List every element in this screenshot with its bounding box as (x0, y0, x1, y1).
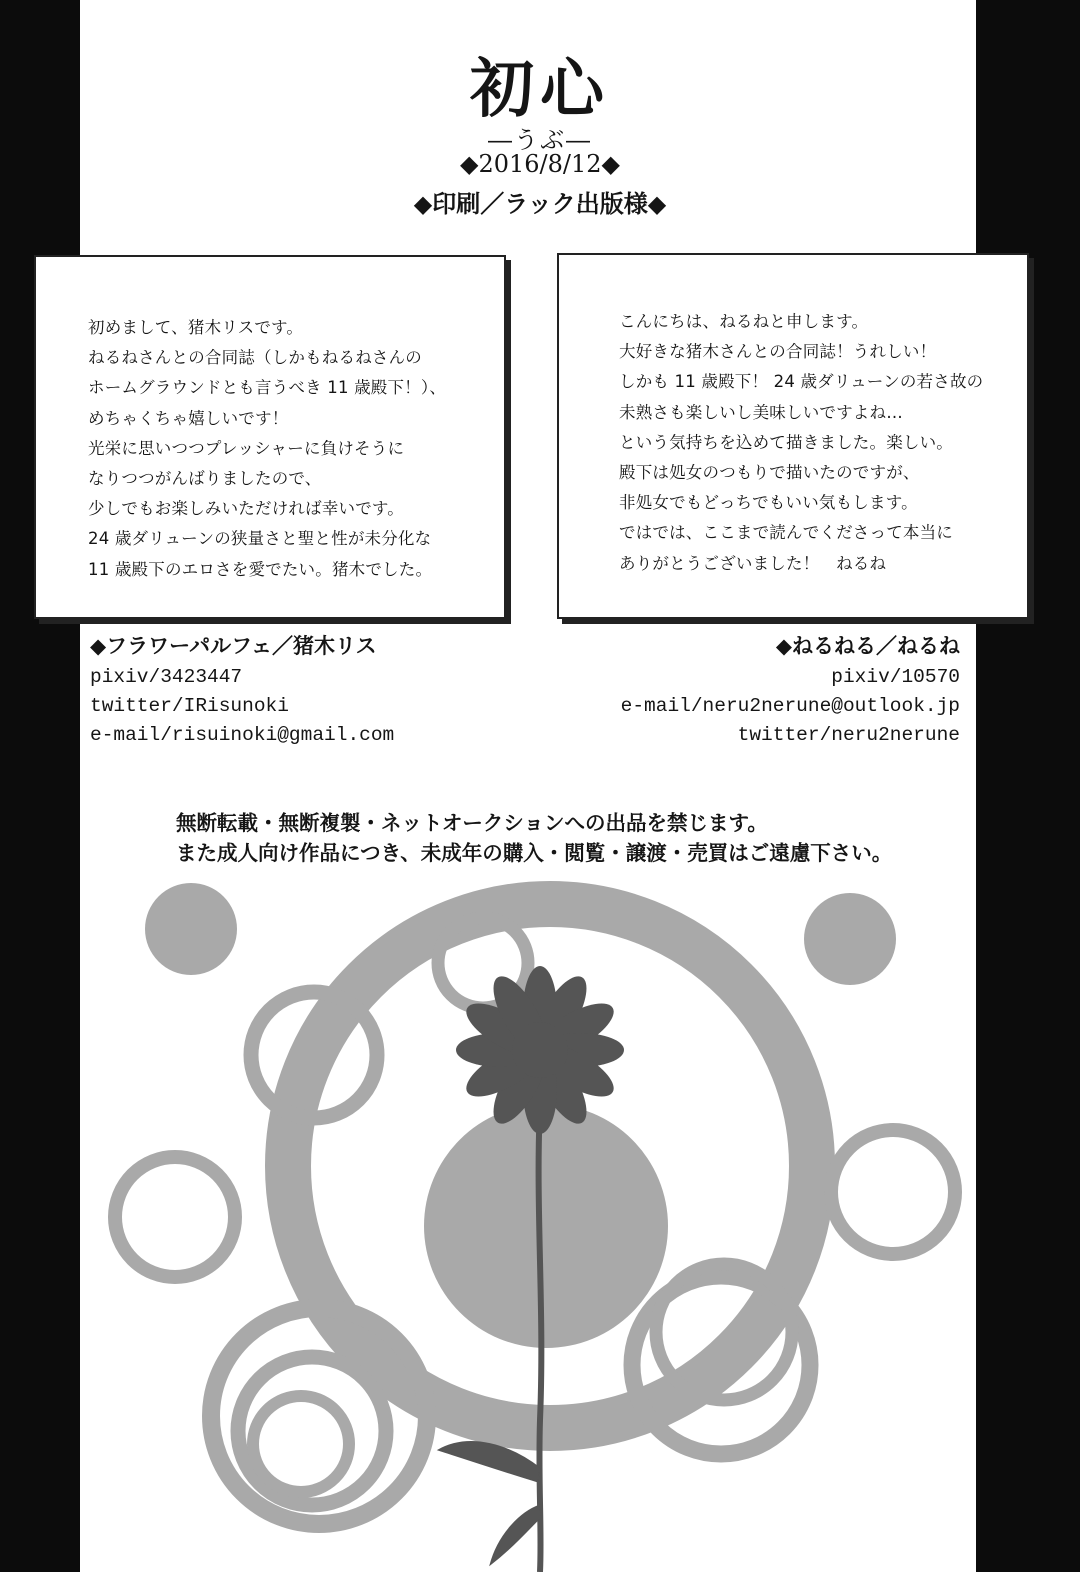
pixiv-link-left[interactable]: pixiv/3423447 (90, 666, 243, 688)
message-line: ありがとうございました！ ねるね (619, 553, 887, 573)
flower-leaf (490, 1505, 541, 1565)
notice-line: 無断転載・無断複製・ネットオークションへの出品を禁じます。 (176, 811, 768, 835)
credits-left (90, 632, 394, 750)
copyright-notice (176, 808, 892, 868)
message-line: こんにちは、ねるねと申します。 (619, 312, 869, 331)
message-left-lines (88, 313, 446, 585)
message-line: ホームグラウンドとも言うべき 11 歳殿下！）、 (88, 378, 447, 398)
flower-center (512, 1022, 568, 1078)
filled-circle (804, 893, 896, 985)
pixiv-link-right[interactable]: pixiv/10570 (831, 666, 960, 688)
message-line: 非処女でもどっちでもいい気もします。 (619, 493, 918, 513)
message-line: 少しでもお楽しみいただければ幸いです。 (88, 499, 404, 519)
message-line: 未熟さも楽しいし美味しいですよね… (619, 402, 903, 422)
message-line: 殿下は処女のつもりで描いたのですが、 (619, 463, 920, 483)
message-line: 24 歳ダリューンの狭量さと聖と性が未分化な (88, 529, 432, 549)
message-line: めちゃくちゃ嬉しいです！ (88, 408, 289, 428)
book-title: 初心 (470, 52, 610, 127)
printer-credit: ◆印刷／ラック出版様◆ (413, 190, 667, 218)
ring-circle (831, 1130, 955, 1254)
ring-circle (253, 1396, 349, 1492)
email-link-left[interactable]: e-mail/risuinoki@gmail.com (90, 724, 395, 746)
flower-circles-illustration (80, 870, 976, 1572)
twitter-link-left[interactable]: twitter/IRisunoki (90, 695, 289, 717)
book-subtitle: ―うぶ― (488, 126, 592, 154)
message-box-right (557, 253, 1029, 619)
flower-stem (539, 1085, 542, 1572)
twitter-link-right[interactable]: twitter/neru2nerune (737, 724, 960, 746)
circle-name-right: ◆ねるねる／ねるね (775, 634, 960, 658)
message-line: 11 歳殿下のエロさを愛でたい。猪木でした。 (88, 559, 433, 579)
publish-date: ◆2016/8/12◆ (460, 150, 620, 178)
page-border-left (0, 0, 80, 1572)
message-line: 光栄に思いつつプレッシャーに負けそうに (88, 438, 405, 458)
page-border-right (976, 0, 1080, 1572)
message-line: という気持ちを込めて描きました。楽しい。 (619, 432, 953, 452)
flower-petals (456, 966, 624, 1134)
notice-line: また成人向け作品につき、未成年の購入・閲覧・譲渡・売買はご遠慮下さい。 (176, 841, 893, 865)
filled-circle (145, 883, 237, 975)
message-line: ではでは、ここまで読んでくださって本当に (619, 523, 953, 543)
message-line: 初めまして、猪木リスです。 (88, 318, 304, 337)
filled-circle (424, 1104, 668, 1348)
message-line: ねるねさんとの合同誌（しかもねるねさんの (88, 348, 422, 368)
message-line: しかも 11 歳殿下！ 24 歳ダリューンの若さ故の (619, 372, 984, 392)
circle-name-left: ◆フラワーパルフェ／猪木リス (90, 634, 377, 658)
message-box-left (34, 255, 506, 619)
message-right-lines (619, 307, 983, 579)
email-link-right[interactable]: e-mail/neru2nerune@outlook.jp (620, 695, 960, 717)
message-line: なりつつがんばりましたので、 (88, 469, 322, 489)
ring-circle (115, 1157, 235, 1277)
credits-right (621, 632, 960, 750)
message-line: 大好きな猪木さんとの合同誌！うれしい！ (619, 342, 937, 362)
